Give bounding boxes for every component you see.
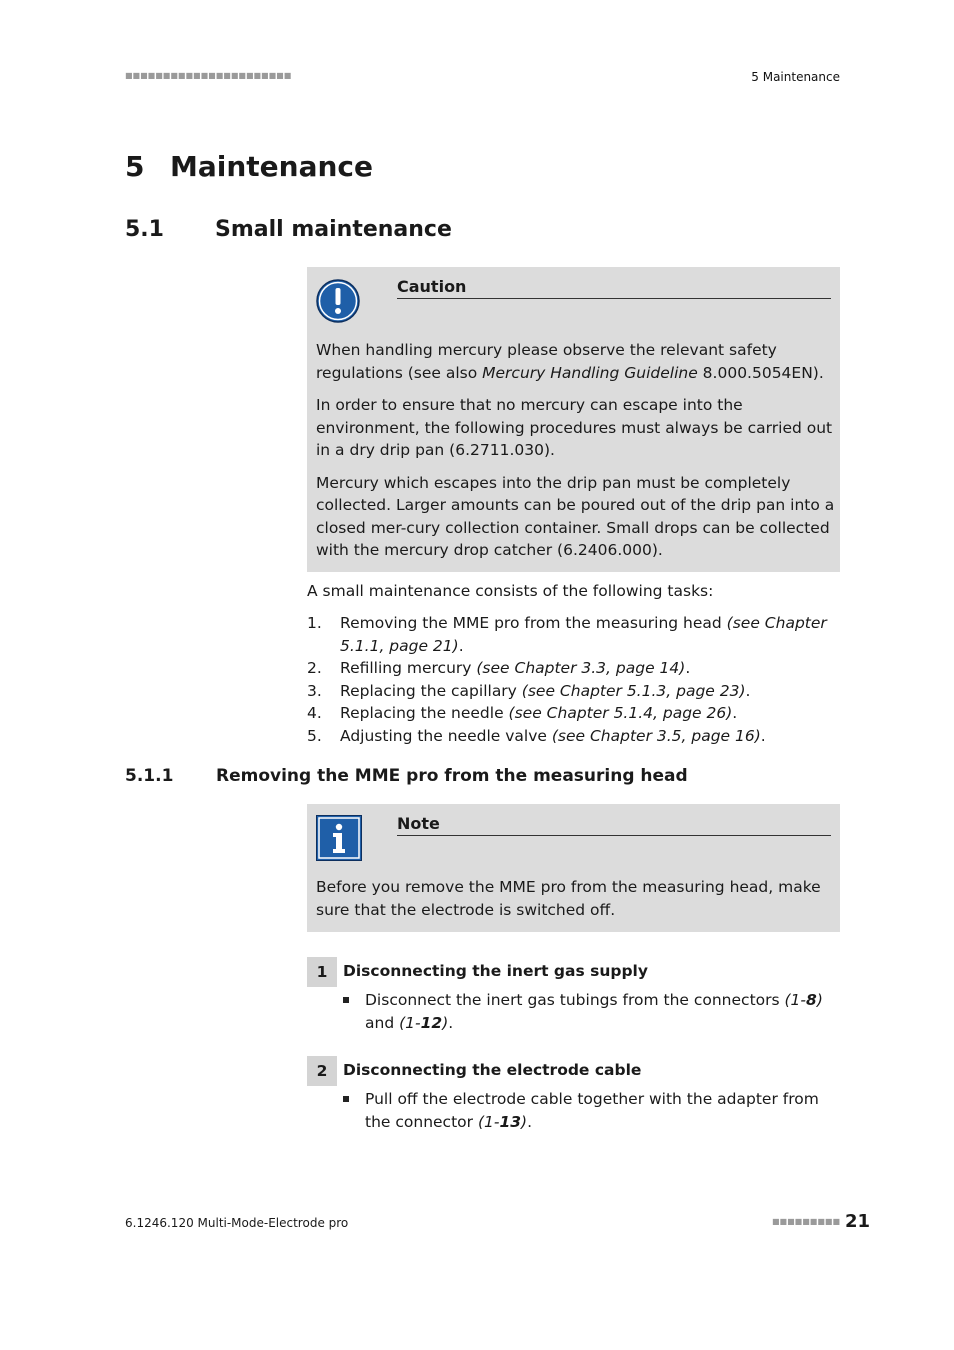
- subsection-title: Removing the MME pro from the measuring head: [216, 766, 688, 786]
- caution-box: [307, 267, 840, 572]
- step-number: 2: [307, 1056, 337, 1086]
- section-heading: [125, 217, 452, 242]
- bullet-square-icon: [343, 1096, 349, 1102]
- section-title: Small maintenance: [215, 217, 452, 242]
- cross-reference-link[interactable]: (see Chapter 3.3, page 14): [476, 659, 686, 677]
- step-bullet: Pull off the electrode cable together with the adapter from the connector (1-13).: [343, 1088, 845, 1133]
- list-item: 5. Adjusting the needle valve (see Chapter 3.5, page 16).: [307, 726, 766, 745]
- cross-reference-link[interactable]: (see Chapter 5.1.1, page 21): [340, 614, 827, 655]
- list-item: 4. Replacing the needle (see Chapter 5.1.4, page 26).: [307, 704, 738, 722]
- chapter-title: Maintenance: [170, 150, 374, 183]
- cross-reference-link[interactable]: (see Chapter 3.5, page 16): [551, 726, 761, 745]
- caution-icon: [316, 279, 360, 323]
- cross-reference-link[interactable]: (see Chapter 5.1.4, page 26): [508, 704, 733, 722]
- caution-paragraph: When handling mercury please observe the relevant safety regulations (see also Mercury Handling Guideline 8.000.5054EN).: [316, 341, 824, 382]
- subsection-number: 5.1.1: [125, 766, 174, 786]
- subsection-heading: [125, 766, 688, 786]
- step-number: 1: [307, 957, 337, 987]
- running-header: 5 Maintenance: [751, 70, 840, 84]
- note-title: Note: [397, 814, 831, 836]
- caution-text: [316, 339, 836, 572]
- bullet-square-icon: [343, 997, 349, 1003]
- intro-text: A small maintenance consists of the following tasks:: [307, 582, 714, 600]
- footer-decoration: ■■■■■■■■■: [772, 1217, 841, 1226]
- list-item: 1. Removing the MME pro from the measuring head (see Chapter 5.1.1, page 21).: [307, 614, 827, 655]
- step-title: Disconnecting the inert gas supply: [343, 962, 648, 980]
- header-decoration: ■■■■■■■■■■■■■■■■■■■■■■: [125, 71, 292, 80]
- chapter-number: 5: [125, 150, 145, 183]
- list-item: 2. Refilling mercury (see Chapter 3.3, page 14).: [307, 659, 691, 677]
- section-number: 5.1: [125, 217, 164, 242]
- step-bullet: Disconnect the inert gas tubings from the connectors (1-8) and (1-12).: [343, 989, 845, 1034]
- cross-reference-link[interactable]: (see Chapter 5.1.3, page 23): [521, 681, 746, 700]
- note-box: [307, 804, 840, 932]
- caution-paragraph: Mercury which escapes into the drip pan must be completely collected. Larger amounts can be poured out of the drip pan into a closed mer-cury collection container. Small drops can be collected with the mercury drop catcher (6.2406.000).: [316, 473, 835, 559]
- step-2: [307, 1056, 840, 1136]
- caution-paragraph: In order to ensure that no mercury can escape into the environment, the following procedures must always be carried out in a dry drip pan (6.2711.030).: [316, 396, 833, 459]
- step-1: [307, 957, 840, 1037]
- list-item: 3. Replacing the capillary (see Chapter 5.1.3, page 23).: [307, 681, 751, 700]
- footer-document-title: 6.1246.120 Multi-Mode-Electrode pro: [125, 1216, 349, 1230]
- page-number: 21: [845, 1211, 871, 1232]
- caution-title: Caution: [397, 277, 831, 299]
- step-title: Disconnecting the electrode cable: [343, 1061, 642, 1079]
- info-icon: [316, 815, 362, 861]
- chapter-heading: [125, 150, 373, 183]
- note-text: Before you remove the MME pro from the measuring head, make sure that the electrode is switched off.: [316, 878, 821, 919]
- task-list: [307, 612, 847, 747]
